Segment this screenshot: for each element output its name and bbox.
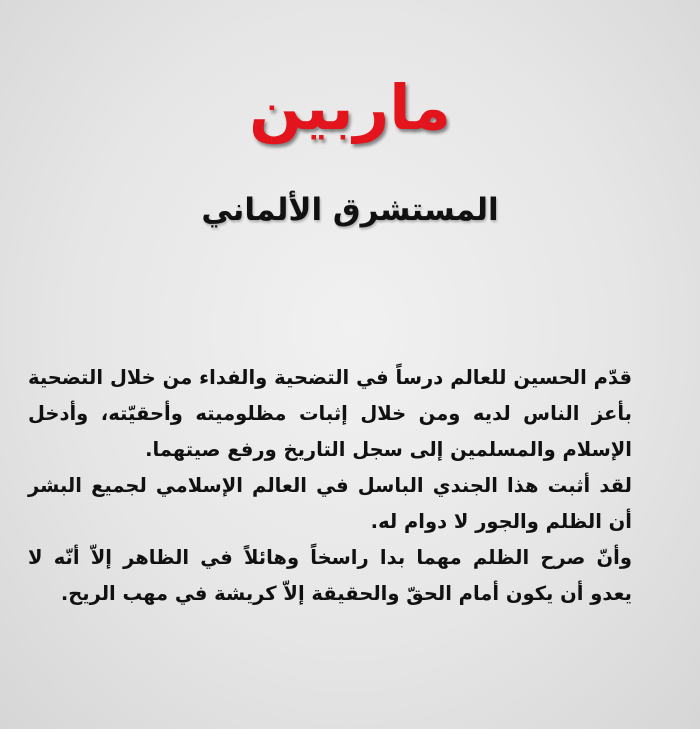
paragraph: لقد أثبت هذا الجندي الباسل في العالم الإسلامي لجميع البشر أن الظلم والجور لا دوام له. <box>28 474 632 533</box>
page-subtitle: المستشرق الألماني <box>201 192 499 228</box>
paragraph: قدّم الحسين للعالم درساً في التضحية والفداء من خلال التضحية بأعز الناس لديه ومن خلال إثبات مظلوميته وأحقيّته، وأدخل الإسلام والمسلمين إلى سجل التاريخ ورفع صيتهما. <box>28 366 632 461</box>
paragraph: وأنّ صرح الظلم مهما بدا راسخاً وهائلاً في الظاهر إلاّ أنّه لا يعدو أن يكون أمام الحقّ والحقيقة إلاّ كريشة في مهب الريح. <box>28 546 632 605</box>
quote-body <box>28 360 632 612</box>
page-title: ماربين <box>249 71 451 144</box>
